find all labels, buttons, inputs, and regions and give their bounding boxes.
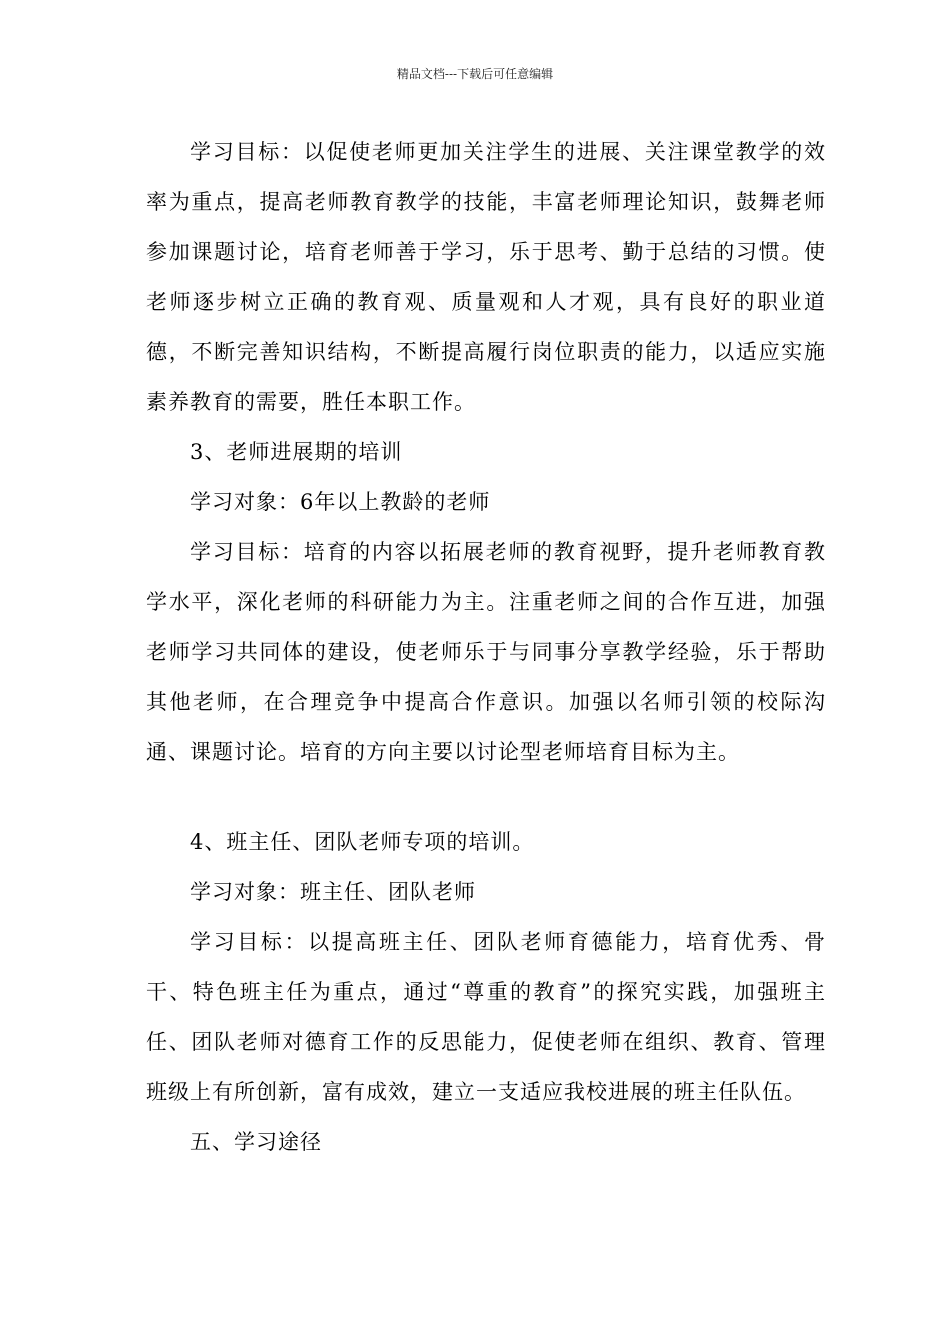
paragraph-target-4: 学习对象：班主任、团队老师 — [190, 880, 476, 904]
page-header: 精品文档---下载后可任意编辑 — [396, 67, 554, 81]
paragraph-goal-1: 学习目标：以促使老师更加关注学生的进展、关注课堂教学的效率为重点，提高老师教育教学的技能，丰富老师理论知识，鼓舞老师参加课题讨论，培育老师善于学习，乐于思考、勤于总结的习惯。使老师逐步树立正确的教育观、质量观和人才观，具有良好的职业道德，不断完善知识结构，不断提高履行岗位职责的能力，以适应实施素养教育的需要，胜任本职工作。 — [146, 140, 826, 414]
document-body — [146, 127, 826, 1167]
paragraph-goal-3: 学习目标：培育的内容以拓展老师的教育视野，提升老师教育教学水平，深化老师的科研能力为主。注重老师之间的合作互进，加强老师学习共同体的建设，使老师乐于与同事分享教学经验，乐于帮助其他老师，在合理竞争中提高合作意识。加强以名师引领的校际沟通、课题讨论。培育的方向主要以讨论型老师培育目标为主。 — [146, 540, 826, 764]
paragraph-target-3: 学习对象：6年以上教龄的老师 — [190, 490, 491, 514]
paragraph-goal-4: 学习目标：以提高班主任、团队老师育德能力，培育优秀、骨干、特色班主任为重点，通过“尊重的教育”的探究实践，加强班主任、团队老师对德育工作的反思能力，促使老师在组织、教育、管理班级上有所创新，富有成效，建立一支适应我校进展的班主任队伍。 — [146, 930, 826, 1104]
section-heading-4: 4、班主任、团队老师专项的培训。 — [190, 830, 535, 854]
section-heading-3: 3、老师进展期的培训 — [190, 440, 403, 464]
section-heading-5: 五、学习途径 — [190, 1130, 322, 1154]
